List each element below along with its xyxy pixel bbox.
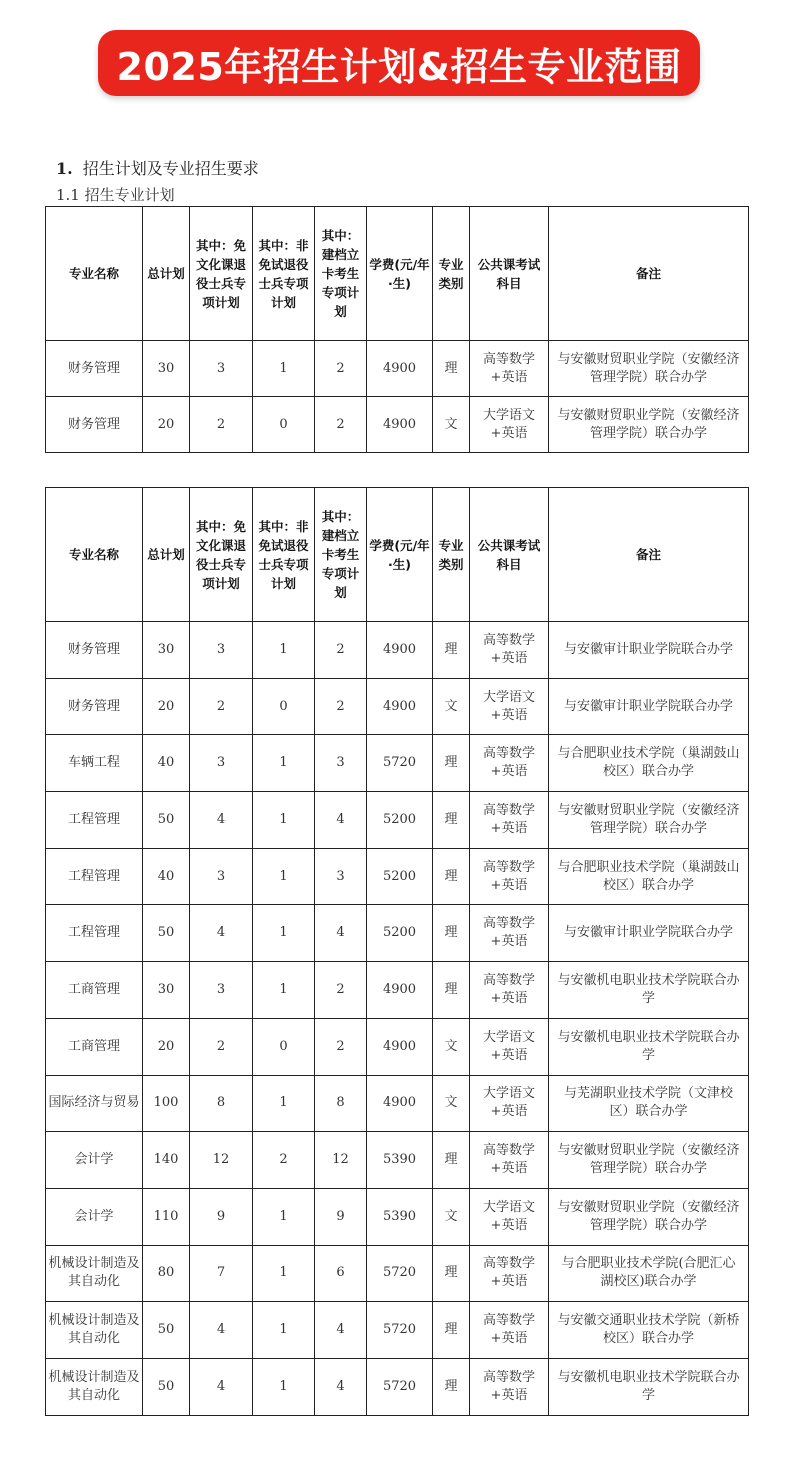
cell-total: 20 [143,678,190,735]
cell-category: 理 [433,962,470,1019]
header-major: 专业名称 [46,488,143,622]
table-row [46,1188,749,1245]
cell-notes: 与安徽财贸职业学院（安徽经济管理学院）联合办学 [549,1132,749,1189]
cell-nonexempt-veteran: 1 [253,1302,315,1359]
subsection-heading: 1.1 招生专业计划 [56,186,175,204]
cell-notes: 与安徽财贸职业学院（安徽经济管理学院）联合办学 [549,1188,749,1245]
cell-nonexempt-veteran: 2 [253,1132,315,1189]
cell-exempt-veteran: 4 [190,905,253,962]
cell-poverty-plan: 8 [315,1075,367,1132]
cell-exam-subjects: 大学语文+英语 [470,397,549,453]
header-poverty-plan: 其中：建档立卡考生专项计划 [315,488,367,622]
cell-notes: 与安徽机电职业技术学院联合办学 [549,1358,749,1415]
cell-notes: 与安徽审计职业学院联合办学 [549,622,749,679]
cell-notes: 与安徽财贸职业学院（安徽经济管理学院）联合办学 [549,792,749,849]
cell-major: 机械设计制造及其自动化 [46,1358,143,1415]
cell-major: 工商管理 [46,1018,143,1075]
cell-poverty-plan: 6 [315,1245,367,1302]
cell-exam-subjects: 高等数学+英语 [470,341,549,397]
cell-major: 财务管理 [46,678,143,735]
cell-exam-subjects: 高等数学+英语 [470,1245,549,1302]
cell-notes: 与合肥职业技术学院（巢湖鼓山校区）联合办学 [549,848,749,905]
cell-category: 文 [433,1075,470,1132]
enrollment-table-1 [45,206,749,453]
cell-notes: 与合肥职业技术学院（巢湖鼓山校区）联合办学 [549,735,749,792]
cell-exam-subjects: 大学语文+英语 [470,1075,549,1132]
cell-total: 140 [143,1132,190,1189]
cell-category: 理 [433,1358,470,1415]
cell-total: 100 [143,1075,190,1132]
cell-tuition: 5390 [367,1132,433,1189]
cell-exempt-veteran: 9 [190,1188,253,1245]
cell-exempt-veteran: 3 [190,622,253,679]
cell-tuition: 5720 [367,1302,433,1359]
table-header-row [46,488,749,622]
cell-notes: 与安徽财贸职业学院（安徽经济管理学院）联合办学 [549,397,749,453]
cell-exam-subjects: 高等数学+英语 [470,905,549,962]
cell-category: 理 [433,792,470,849]
cell-nonexempt-veteran: 1 [253,622,315,679]
cell-major: 财务管理 [46,622,143,679]
cell-major: 会计学 [46,1132,143,1189]
table-row [46,678,749,735]
cell-exam-subjects: 大学语文+英语 [470,678,549,735]
cell-total: 20 [143,1018,190,1075]
cell-nonexempt-veteran: 1 [253,905,315,962]
header-exam-subjects: 公共课考试科目 [470,207,549,341]
cell-total: 50 [143,905,190,962]
header-category: 专业类别 [433,488,470,622]
table-row [46,1302,749,1359]
cell-major: 工程管理 [46,905,143,962]
cell-poverty-plan: 12 [315,1132,367,1189]
cell-major: 车辆工程 [46,735,143,792]
cell-total: 30 [143,962,190,1019]
title-banner [98,30,700,96]
cell-exam-subjects: 高等数学+英语 [470,1132,549,1189]
cell-tuition: 5200 [367,792,433,849]
cell-exam-subjects: 高等数学+英语 [470,1358,549,1415]
cell-poverty-plan: 2 [315,1018,367,1075]
enrollment-table-2 [45,487,749,1416]
table-row [46,735,749,792]
cell-category: 文 [433,1188,470,1245]
table-row [46,1075,749,1132]
cell-exam-subjects: 高等数学+英语 [470,848,549,905]
cell-category: 理 [433,1132,470,1189]
table-row [46,1018,749,1075]
cell-exam-subjects: 高等数学+英语 [470,1302,549,1359]
cell-exempt-veteran: 3 [190,341,253,397]
cell-poverty-plan: 2 [315,622,367,679]
cell-poverty-plan: 4 [315,1302,367,1359]
cell-tuition: 5200 [367,905,433,962]
table-row [46,1245,749,1302]
cell-category: 理 [433,622,470,679]
cell-major: 机械设计制造及其自动化 [46,1245,143,1302]
header-notes: 备注 [549,207,749,341]
cell-major: 机械设计制造及其自动化 [46,1302,143,1359]
cell-total: 50 [143,1358,190,1415]
cell-exempt-veteran: 12 [190,1132,253,1189]
header-notes: 备注 [549,488,749,622]
cell-tuition: 5200 [367,848,433,905]
table-row [46,962,749,1019]
cell-category: 理 [433,1245,470,1302]
cell-poverty-plan: 9 [315,1188,367,1245]
cell-total: 40 [143,735,190,792]
cell-notes: 与合肥职业技术学院(合肥汇心湖校区)联合办学 [549,1245,749,1302]
cell-major: 工程管理 [46,848,143,905]
cell-exam-subjects: 大学语文+英语 [470,1018,549,1075]
cell-nonexempt-veteran: 1 [253,962,315,1019]
cell-exam-subjects: 高等数学+英语 [470,622,549,679]
table-row [46,1132,749,1189]
cell-notes: 与安徽机电职业技术学院联合办学 [549,1018,749,1075]
cell-total: 40 [143,848,190,905]
cell-major: 国际经济与贸易 [46,1075,143,1132]
table-header-row [46,207,749,341]
cell-tuition: 4900 [367,397,433,453]
cell-total: 20 [143,397,190,453]
header-category: 专业类别 [433,207,470,341]
table-row [46,905,749,962]
section-title: 招生计划及专业招生要求 [82,159,259,178]
header-exempt-veteran: 其中：免文化课退役士兵专项计划 [190,207,253,341]
cell-nonexempt-veteran: 1 [253,1188,315,1245]
header-exempt-veteran: 其中：免文化课退役士兵专项计划 [190,488,253,622]
cell-poverty-plan: 2 [315,341,367,397]
cell-tuition: 4900 [367,678,433,735]
cell-total: 50 [143,1302,190,1359]
cell-exempt-veteran: 2 [190,397,253,453]
header-exam-subjects: 公共课考试科目 [470,488,549,622]
header-nonexempt-veteran: 其中：非免试退役士兵专项计划 [253,488,315,622]
cell-exam-subjects: 大学语文+英语 [470,1188,549,1245]
cell-total: 50 [143,792,190,849]
cell-notes: 与安徽审计职业学院联合办学 [549,905,749,962]
cell-tuition: 5720 [367,735,433,792]
table-row [46,622,749,679]
section-number: 1. [56,159,73,178]
cell-major: 工商管理 [46,962,143,1019]
cell-nonexempt-veteran: 0 [253,397,315,453]
header-nonexempt-veteran: 其中：非免试退役士兵专项计划 [253,207,315,341]
cell-poverty-plan: 3 [315,735,367,792]
cell-exempt-veteran: 2 [190,678,253,735]
cell-notes: 与安徽机电职业技术学院联合办学 [549,962,749,1019]
cell-tuition: 5720 [367,1245,433,1302]
cell-nonexempt-veteran: 1 [253,341,315,397]
cell-tuition: 5390 [367,1188,433,1245]
cell-poverty-plan: 3 [315,848,367,905]
banner-title: 2025年招生计划&招生专业范围 [116,44,682,89]
cell-tuition: 5720 [367,1358,433,1415]
cell-total: 110 [143,1188,190,1245]
cell-exempt-veteran: 4 [190,1358,253,1415]
cell-nonexempt-veteran: 0 [253,1018,315,1075]
cell-exempt-veteran: 2 [190,1018,253,1075]
cell-notes: 与安徽财贸职业学院（安徽经济管理学院）联合办学 [549,341,749,397]
cell-poverty-plan: 4 [315,1358,367,1415]
table-row [46,397,749,453]
header-poverty-plan: 其中：建档立卡考生专项计划 [315,207,367,341]
cell-poverty-plan: 2 [315,397,367,453]
cell-tuition: 4900 [367,622,433,679]
cell-total: 30 [143,622,190,679]
cell-exempt-veteran: 8 [190,1075,253,1132]
cell-exempt-veteran: 3 [190,962,253,1019]
cell-category: 理 [433,848,470,905]
cell-nonexempt-veteran: 1 [253,1358,315,1415]
cell-tuition: 4900 [367,962,433,1019]
cell-notes: 与安徽审计职业学院联合办学 [549,678,749,735]
cell-notes: 与安徽交通职业技术学院（新桥校区）联合办学 [549,1302,749,1359]
cell-tuition: 4900 [367,341,433,397]
section-heading [56,156,259,179]
cell-exam-subjects: 高等数学+英语 [470,962,549,1019]
cell-poverty-plan: 2 [315,678,367,735]
cell-category: 文 [433,397,470,453]
cell-exempt-veteran: 3 [190,735,253,792]
cell-nonexempt-veteran: 0 [253,678,315,735]
header-major: 专业名称 [46,207,143,341]
table-row [46,341,749,397]
header-tuition: 学费(元/年·生) [367,207,433,341]
cell-exam-subjects: 高等数学+英语 [470,792,549,849]
table-row [46,792,749,849]
header-total: 总计划 [143,207,190,341]
cell-category: 理 [433,735,470,792]
cell-poverty-plan: 4 [315,792,367,849]
cell-exempt-veteran: 7 [190,1245,253,1302]
cell-exempt-veteran: 3 [190,848,253,905]
cell-tuition: 4900 [367,1075,433,1132]
table-row [46,1358,749,1415]
cell-category: 理 [433,341,470,397]
header-tuition: 学费(元/年·生) [367,488,433,622]
cell-total: 30 [143,341,190,397]
cell-nonexempt-veteran: 1 [253,1245,315,1302]
cell-nonexempt-veteran: 1 [253,848,315,905]
cell-category: 文 [433,1018,470,1075]
cell-poverty-plan: 2 [315,962,367,1019]
cell-notes: 与芜湖职业技术学院（文津校区）联合办学 [549,1075,749,1132]
header-total: 总计划 [143,488,190,622]
cell-major: 工程管理 [46,792,143,849]
table-row [46,848,749,905]
cell-nonexempt-veteran: 1 [253,792,315,849]
cell-nonexempt-veteran: 1 [253,735,315,792]
cell-category: 理 [433,1302,470,1359]
cell-major: 财务管理 [46,341,143,397]
cell-exempt-veteran: 4 [190,792,253,849]
cell-major: 会计学 [46,1188,143,1245]
cell-category: 文 [433,678,470,735]
cell-exempt-veteran: 4 [190,1302,253,1359]
cell-total: 80 [143,1245,190,1302]
cell-nonexempt-veteran: 1 [253,1075,315,1132]
cell-poverty-plan: 4 [315,905,367,962]
cell-category: 理 [433,905,470,962]
cell-major: 财务管理 [46,397,143,453]
cell-tuition: 4900 [367,1018,433,1075]
cell-exam-subjects: 高等数学+英语 [470,735,549,792]
